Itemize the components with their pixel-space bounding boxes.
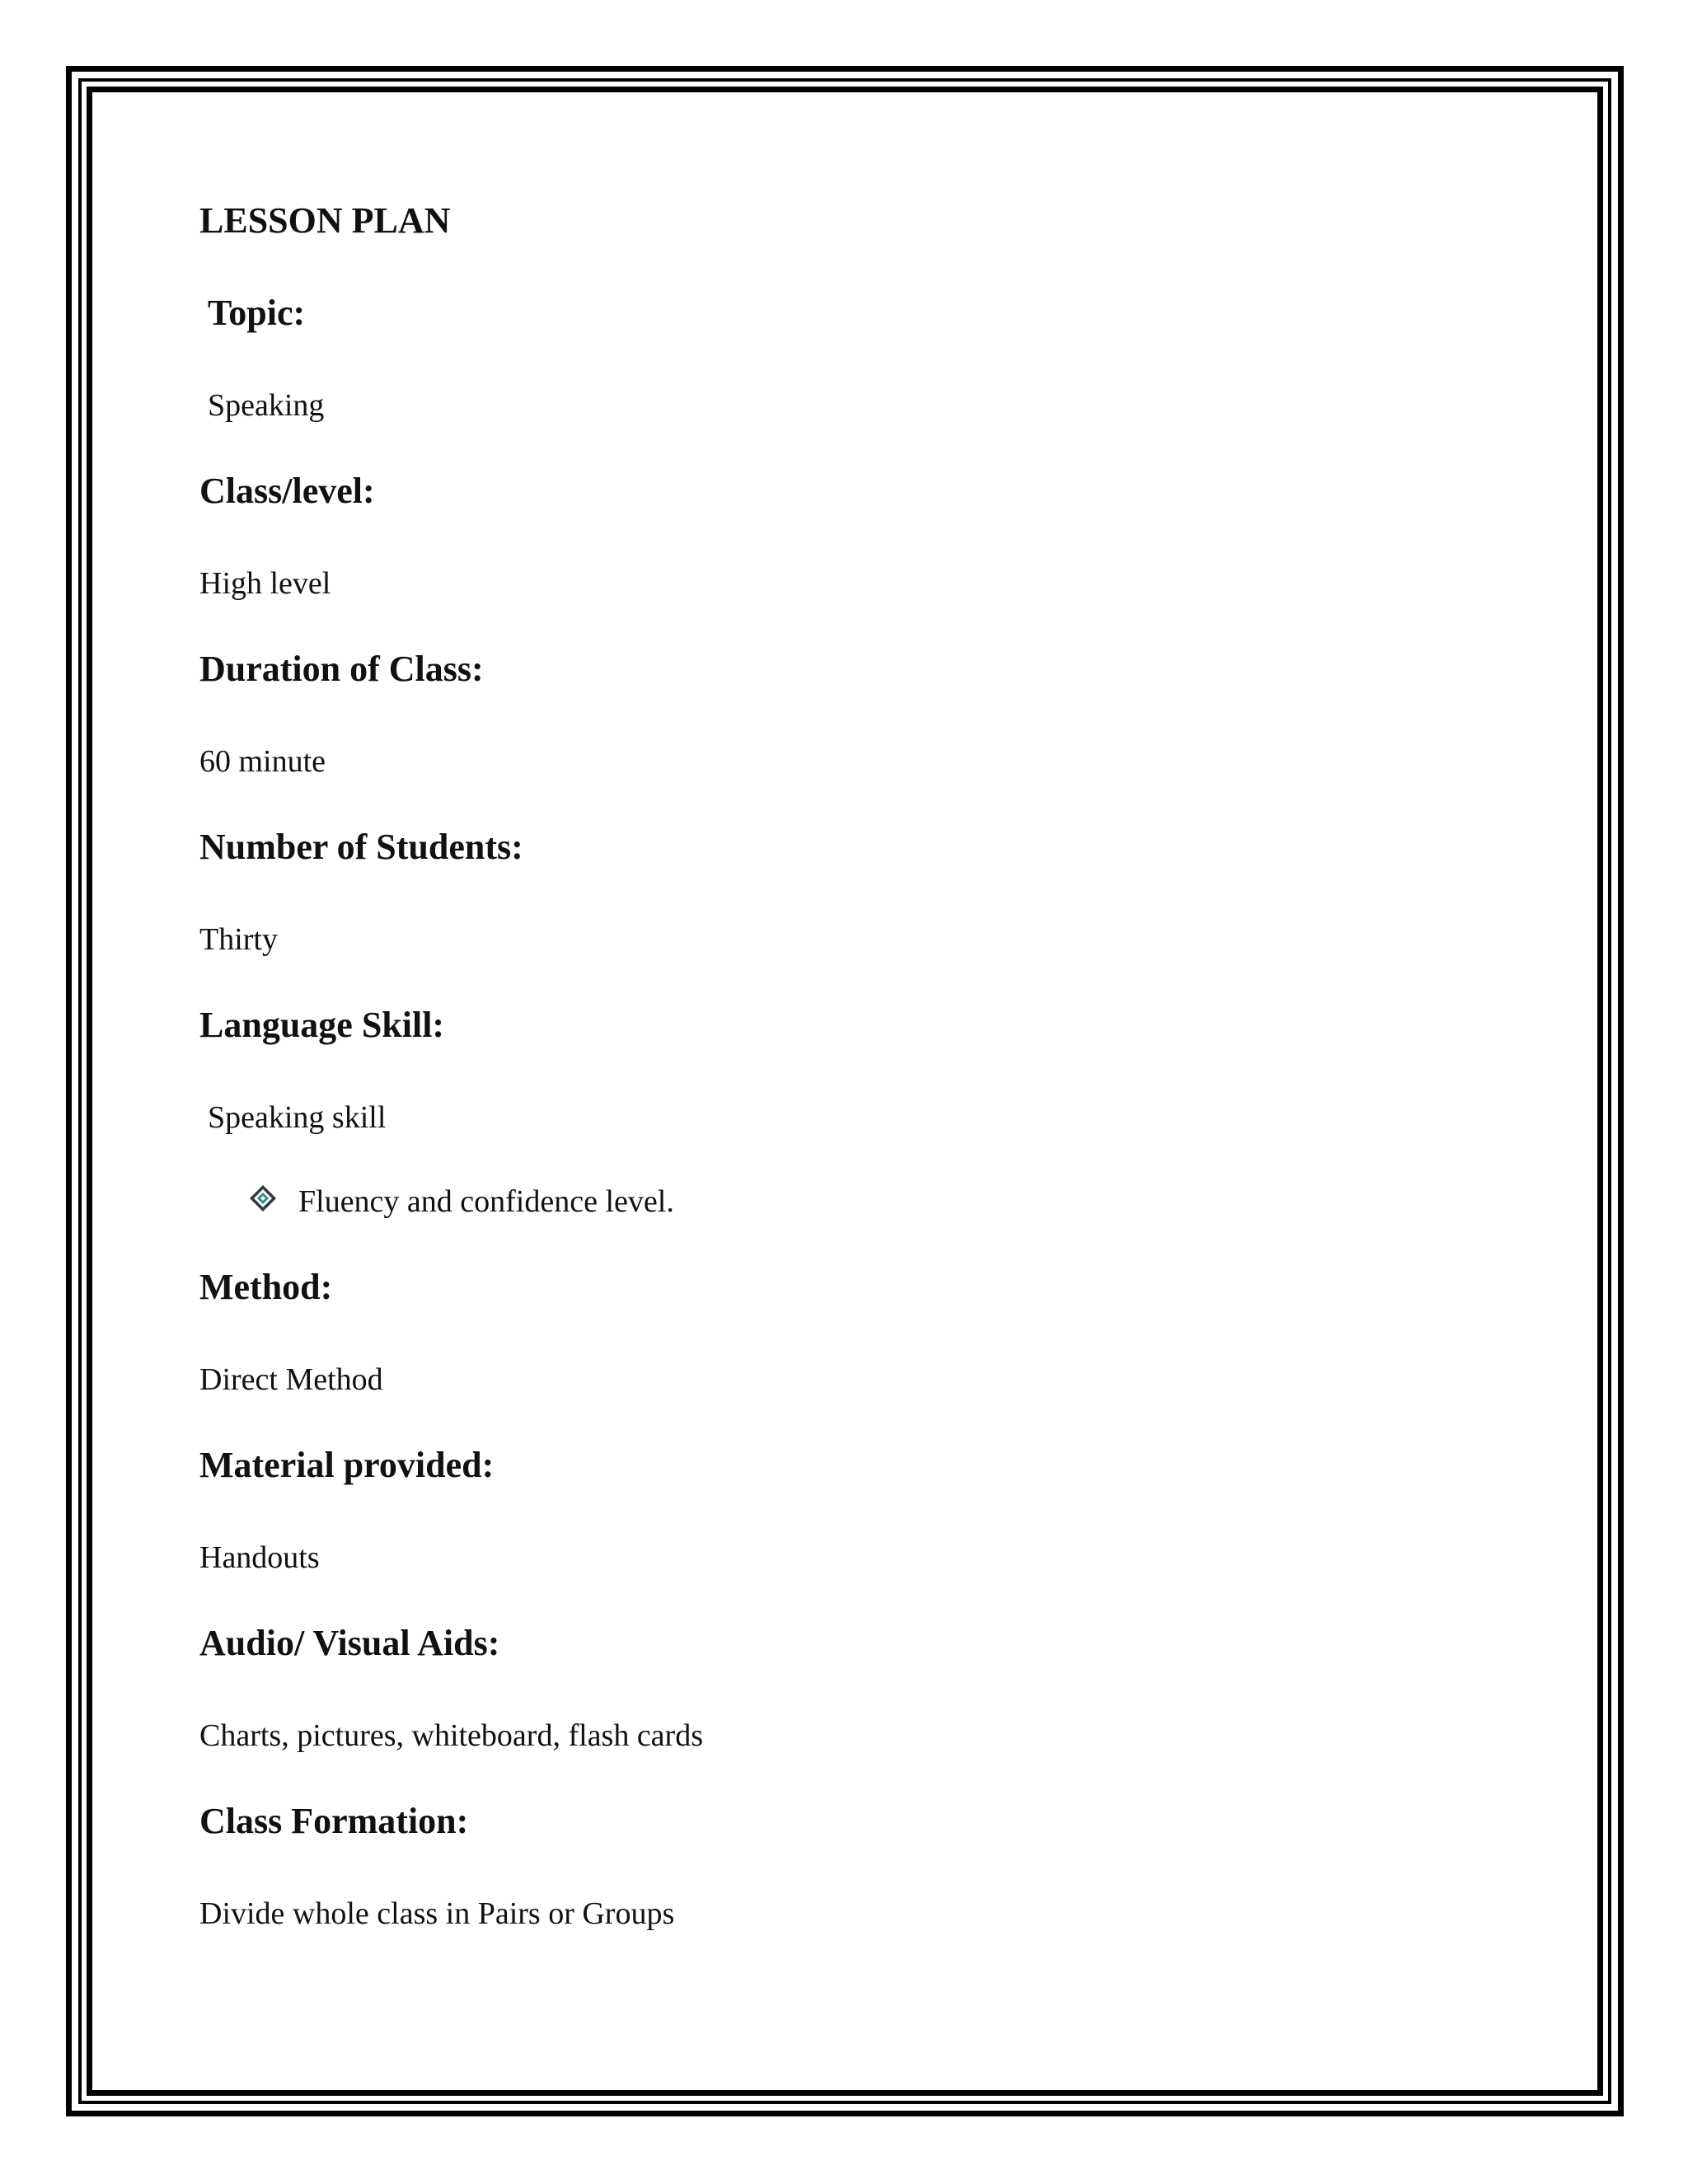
language-skill-heading: Language Skill:: [199, 1005, 445, 1045]
audio-visual-aids-value: Charts, pictures, whiteboard, flash cards: [199, 1718, 703, 1753]
duration-value: 60 minute: [199, 744, 326, 779]
language-skill-value: Speaking skill: [208, 1100, 387, 1135]
duration-heading: Duration of Class:: [199, 649, 484, 689]
language-skill-bullet: [249, 1181, 674, 1222]
number-of-students-heading: Number of Students:: [199, 827, 523, 867]
method-heading: Method:: [199, 1267, 333, 1307]
class-formation-heading: Class Formation:: [199, 1801, 469, 1841]
topic-heading: Topic:: [208, 293, 306, 333]
class-formation-value: Divide whole class in Pairs or Groups: [199, 1896, 675, 1931]
audio-visual-aids-heading: Audio/ Visual Aids:: [199, 1623, 500, 1663]
class-level-heading: Class/level:: [199, 471, 375, 511]
diamond-bullet-icon: [249, 1184, 277, 1212]
material-provided-heading: Material provided:: [199, 1445, 495, 1485]
topic-value: Speaking: [208, 388, 325, 423]
method-value: Direct Method: [199, 1362, 383, 1397]
material-provided-value: Handouts: [199, 1540, 320, 1575]
class-level-value: High level: [199, 566, 331, 601]
document-title: LESSON PLAN: [199, 200, 451, 241]
bullet-text: Fluency and confidence level.: [298, 1184, 674, 1219]
number-of-students-value: Thirty: [199, 922, 278, 957]
